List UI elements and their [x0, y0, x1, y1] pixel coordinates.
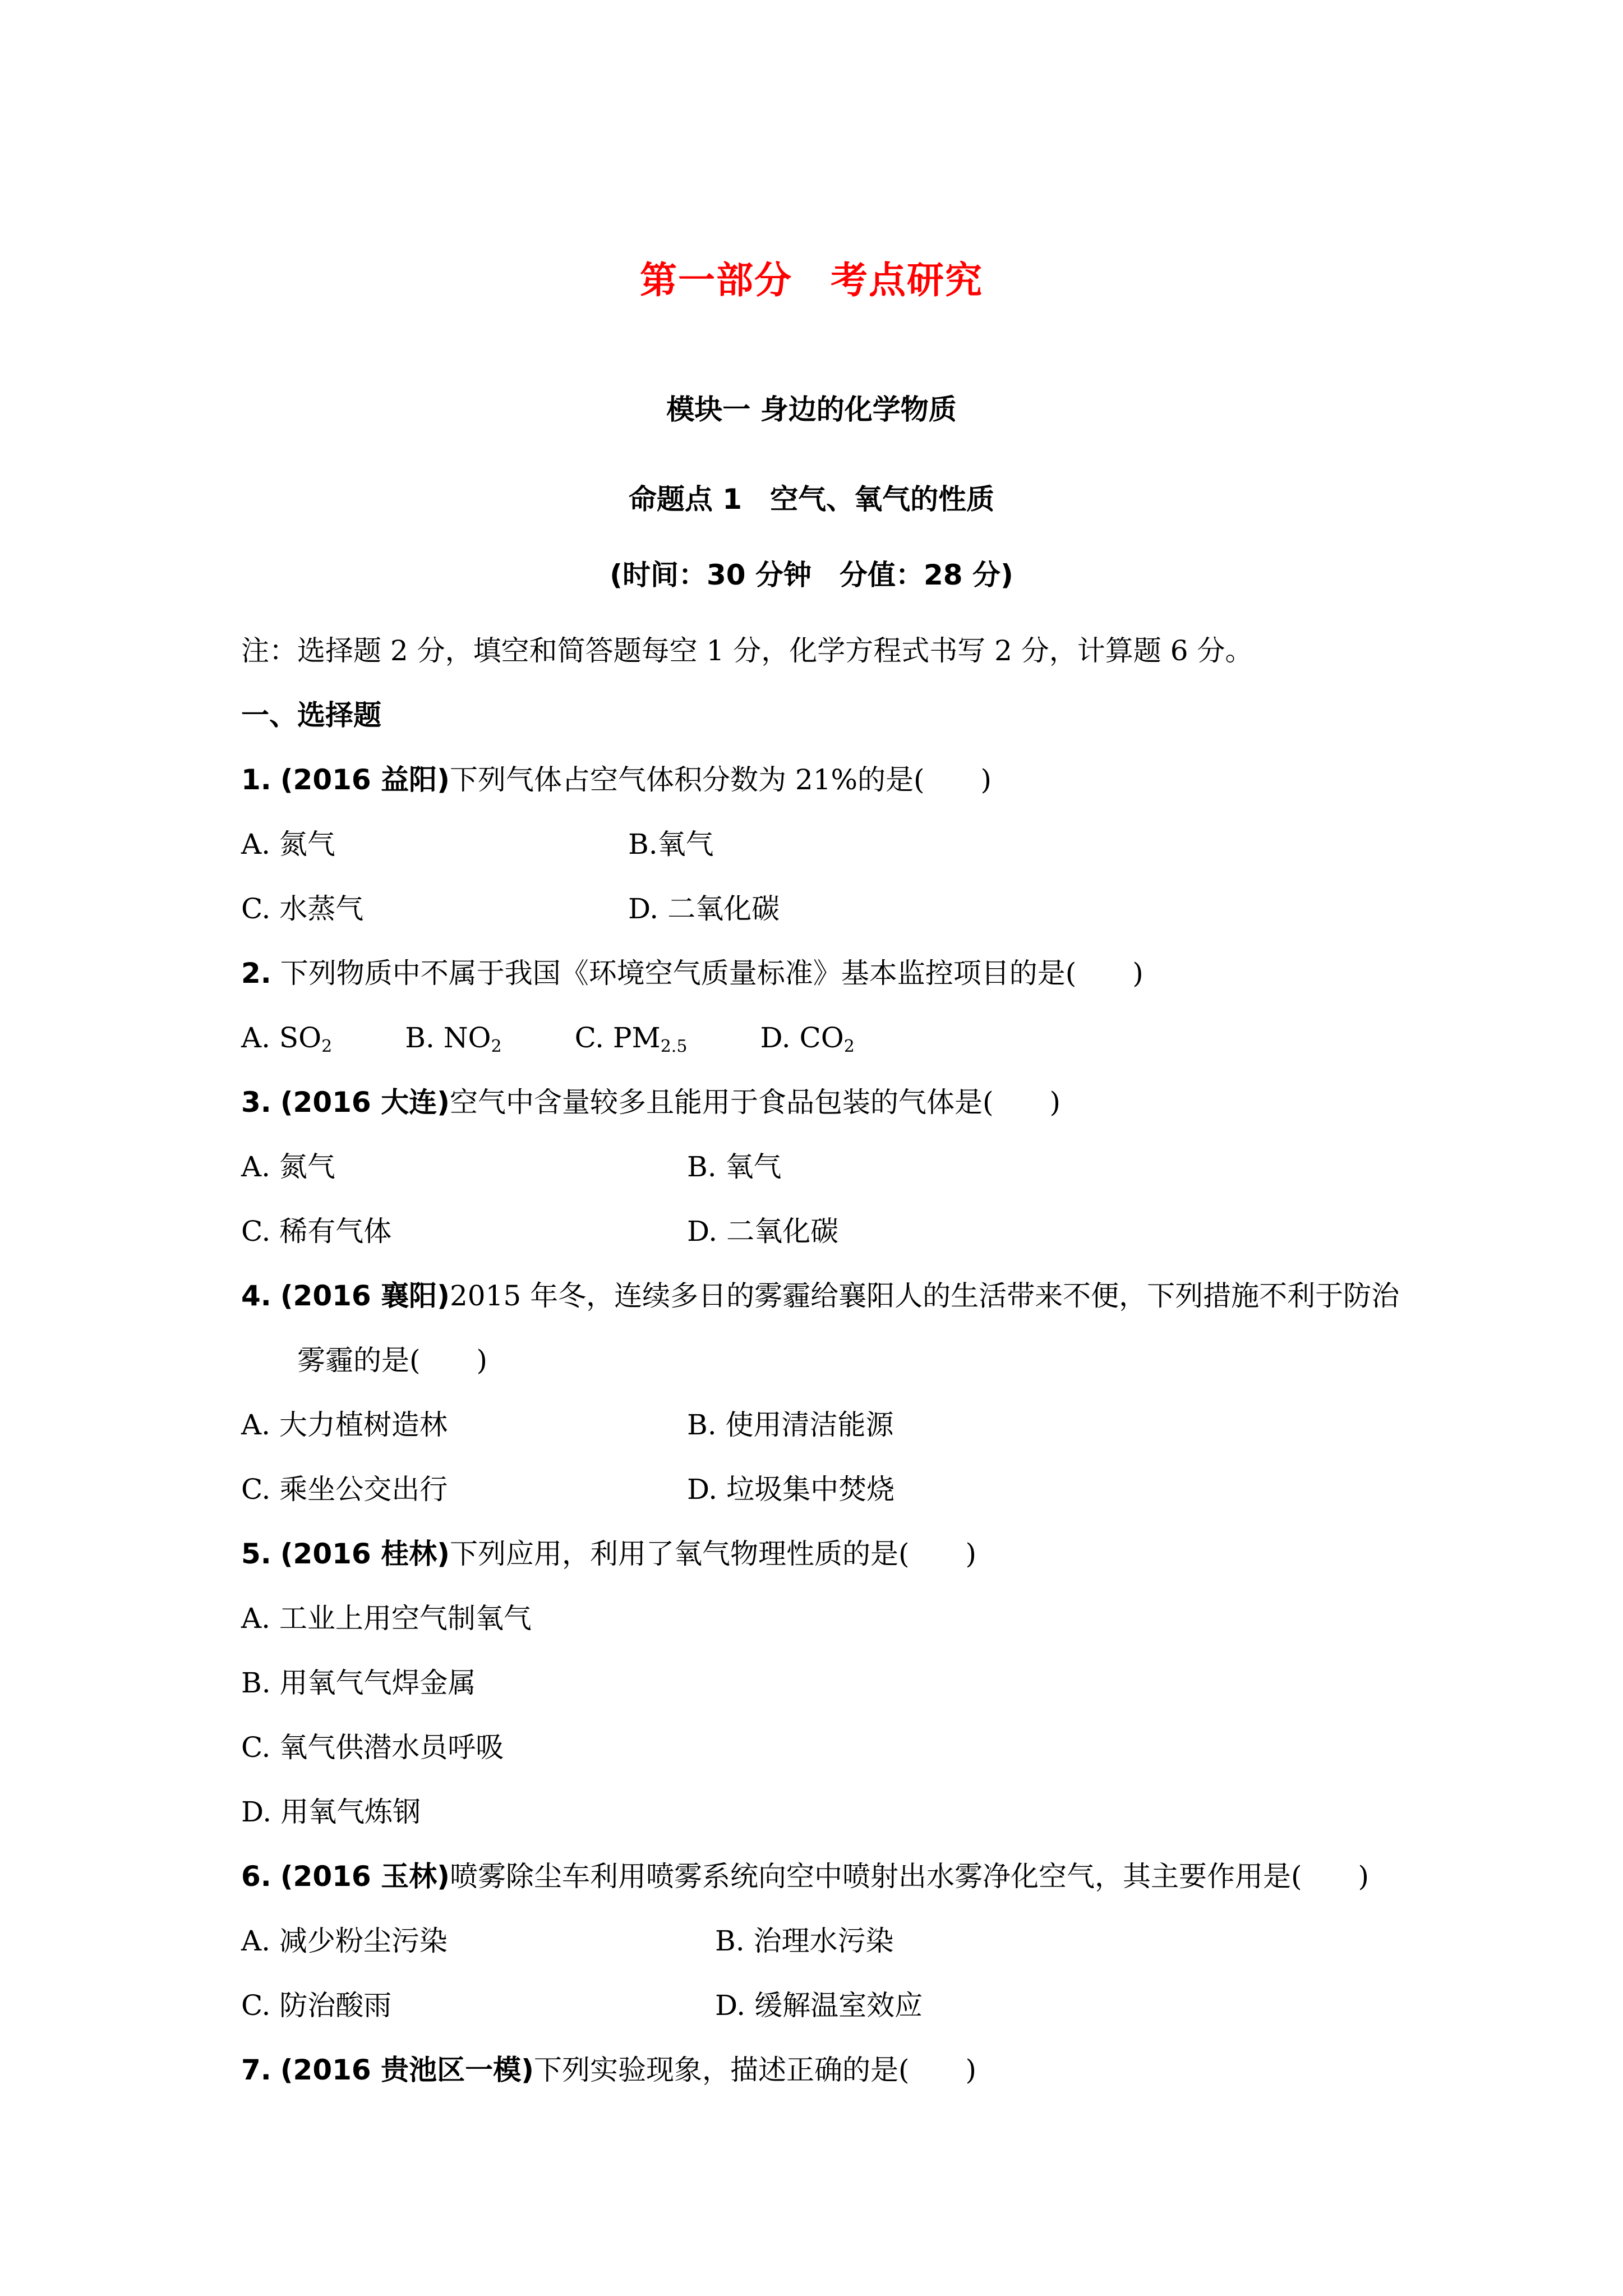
option-b: B. 氧气	[687, 1151, 782, 1183]
option-a: A. 减少粉尘污染	[241, 1925, 448, 1957]
option-row	[241, 1021, 855, 1055]
question-number: 1.	[241, 763, 271, 796]
question-source: (2016 益阳)	[280, 763, 450, 796]
question-source: (2016 襄阳)	[280, 1280, 450, 1312]
topic-title: 命题点 1 空气、氧气的性质	[628, 483, 995, 516]
question-source: (2016 桂林)	[280, 1538, 450, 1570]
question-number: 4.	[241, 1280, 271, 1312]
question-2	[241, 956, 1144, 990]
option-d: D. 用氧气炼钢	[241, 1796, 421, 1828]
option-b: B. 用氧气气焊金属	[241, 1667, 476, 1699]
option-c: C. 氧气供潜水员呼吸	[241, 1731, 504, 1764]
module-title: 模块一 身边的化学物质	[666, 393, 957, 426]
option-d: D. 二氧化碳	[628, 892, 780, 925]
question-stem-continued: 雾霾的是( )	[297, 1344, 488, 1377]
scoring-note: 注：选择题 2 分，填空和简答题每空 1 分，化学方程式书写 2 分，计算题 6 分。	[241, 634, 1253, 667]
option-a: A. 氮气	[241, 828, 335, 861]
option-d: D. 二氧化碳	[687, 1215, 839, 1248]
question-number: 5.	[241, 1538, 271, 1570]
question-6	[241, 1860, 1369, 1893]
question-5	[241, 1537, 976, 1571]
question-stem: 下列应用，利用了氧气物理性质的是( )	[449, 1538, 976, 1570]
section-title: 一、选择题	[241, 699, 381, 731]
question-stem: 下列物质中不属于我国《环境空气质量标准》基本监控项目的是( )	[280, 957, 1144, 990]
question-stem: 下列实验现象，描述正确的是( )	[533, 2054, 976, 2086]
question-stem: 2015 年冬，连续多日的雾霾给襄阳人的生活带来不便，下列措施不利于防治	[449, 1280, 1400, 1312]
option-c: C. 稀有气体	[241, 1215, 392, 1248]
option-b: B. 治理水污染	[715, 1925, 894, 1957]
question-1	[241, 763, 992, 797]
option-c: C. 水蒸气	[241, 892, 364, 925]
question-7	[241, 2053, 976, 2087]
option-a: A. $SO_2$	[241, 1022, 333, 1056]
option-a: A. 大力植树造林	[241, 1409, 448, 1441]
option-a: A. 氮气	[241, 1151, 335, 1183]
question-number: 7.	[241, 2054, 271, 2086]
option-b: B.氧气	[628, 828, 714, 861]
question-source: (2016 玉林)	[280, 1860, 450, 1893]
question-source: (2016 贵池区一模)	[280, 2054, 534, 2086]
question-stem: 喷雾除尘车利用喷雾系统向空中喷射出水雾净化空气，其主要作用是( )	[449, 1860, 1369, 1893]
question-stem: 下列气体占空气体积分数为 21%的是( )	[449, 763, 992, 796]
time-score: (时间：30 分钟 分值：28 分)	[610, 559, 1013, 591]
option-d: D. $CO_2$	[760, 1022, 855, 1056]
question-source: (2016 大连)	[280, 1086, 450, 1119]
question-3	[241, 1085, 1061, 1119]
question-stem: 空气中含量较多且能用于食品包装的气体是( )	[449, 1086, 1061, 1119]
option-c: C. 防治酸雨	[241, 1989, 392, 2022]
option-b: B. 使用清洁能源	[687, 1409, 894, 1441]
question-4	[241, 1279, 1399, 1313]
part-title: 第一部分 考点研究	[640, 259, 983, 302]
option-c: C. $PM_{2.5}$	[574, 1022, 688, 1056]
option-b: B. $NO_2$	[405, 1022, 502, 1056]
option-d: D. 缓解温室效应	[715, 1989, 923, 2022]
question-number: 6.	[241, 1860, 271, 1893]
option-d: D. 垃圾集中焚烧	[687, 1473, 895, 1506]
option-a: A. 工业上用空气制氧气	[241, 1602, 532, 1635]
option-c: C. 乘坐公交出行	[241, 1473, 448, 1506]
question-number: 2.	[241, 957, 271, 990]
question-number: 3.	[241, 1086, 271, 1119]
